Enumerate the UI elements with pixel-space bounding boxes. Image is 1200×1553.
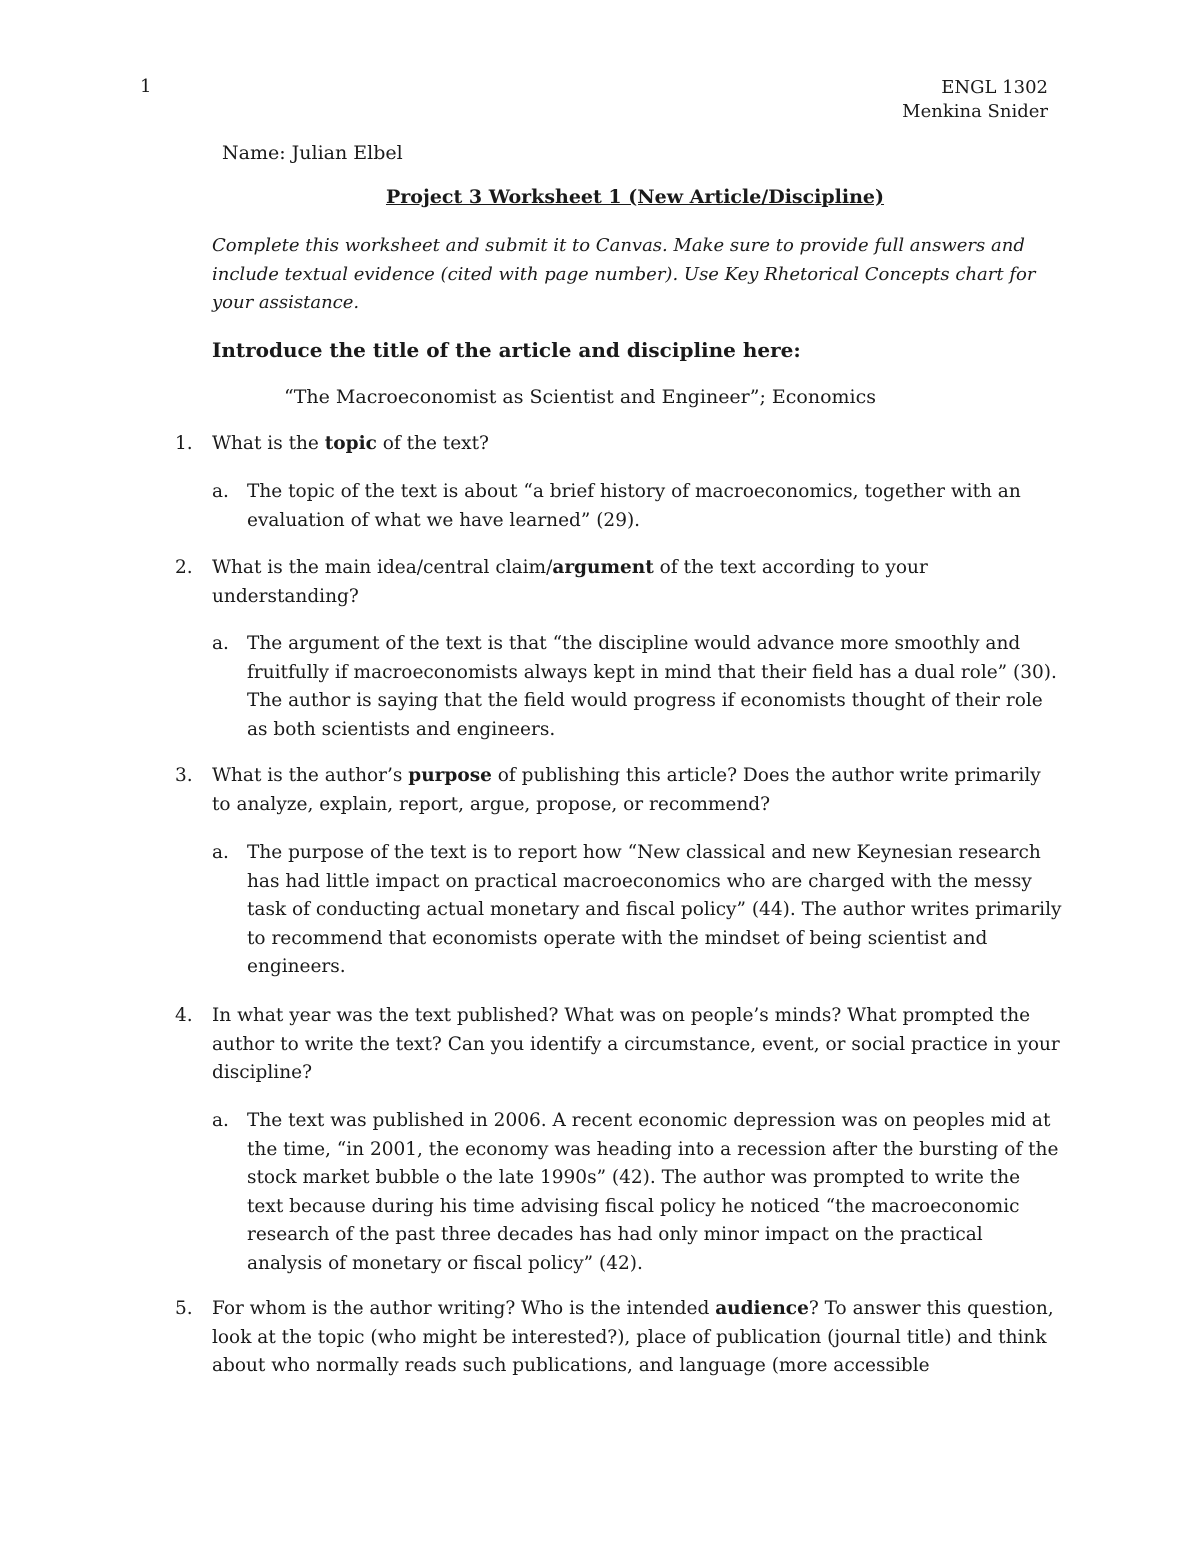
course-code: ENGL 1302 xyxy=(941,77,1048,98)
question-text: What is the author’s xyxy=(212,765,409,786)
question-keyword: purpose xyxy=(408,765,492,786)
question-number: 4. xyxy=(175,1005,193,1026)
question-keyword: topic xyxy=(324,433,377,454)
answer-2: The argument of the text is that “the discipline would advance more smoothly and fruitfully if macroeconomists always kept in mind that their field has a dual role” (30). The author is saying that the field would progress if economists thought of their role as both scientists and engineers. xyxy=(247,633,1057,740)
worksheet-title: Project 3 Worksheet 1 (New Article/Discipline) xyxy=(385,186,885,208)
running-header xyxy=(902,76,1048,124)
question-text: What is the xyxy=(212,433,325,454)
page-number: 1 xyxy=(140,76,152,97)
question-number: 2. xyxy=(175,557,193,578)
student-name: Name: Julian Elbel xyxy=(222,142,403,164)
answer-letter: a. xyxy=(212,481,229,502)
intro-heading: Introduce the title of the article and discipline here: xyxy=(212,338,801,362)
article-title-discipline: “The Macroeconomist as Scientist and Engineer”; Economics xyxy=(284,386,877,408)
question-text: ? To answer this question, look at the topic (who might be interested?), place of publication (journal title) and think about who normally reads such publications, and language (more accessible xyxy=(212,1298,1054,1376)
question-text: For whom is the author writing? Who is the intended xyxy=(212,1298,716,1319)
answer-letter: a. xyxy=(212,1110,229,1131)
question-2 xyxy=(212,554,1062,611)
question-keyword: argument xyxy=(552,557,654,578)
question-keyword: audience xyxy=(715,1298,809,1319)
instructor-name: Menkina Snider xyxy=(902,101,1048,122)
question-1 xyxy=(212,430,1062,459)
answer-letter: a. xyxy=(212,633,229,654)
question-text: In what year was the text published? What was on people’s minds? What prompted the author to write the text? Can you identify a circumstance, event, or social practice in your discipline? xyxy=(212,1005,1060,1083)
question-text: of publishing this article? Does the author write primarily to analyze, explain, report, argue, propose, or recommend? xyxy=(212,765,1041,815)
question-3 xyxy=(212,762,1062,819)
question-text: of the text according to your understanding? xyxy=(212,557,928,607)
answer-3: The purpose of the text is to report how “New classical and new Keynesian research has had little impact on practical macroeconomics who are charged with the messy task of conducting actual monetary and fiscal policy” (44). The author writes primarily to recommend that economists operate with the mindset of being scientist and engineers. xyxy=(247,842,1062,977)
answer-1: The topic of the text is about “a brief history of macroeconomics, together with an evaluation of what we have learned” (29). xyxy=(247,481,1021,531)
question-5 xyxy=(212,1295,1062,1381)
question-number: 5. xyxy=(175,1298,193,1319)
question-number: 3. xyxy=(175,765,193,786)
question-text: of the text? xyxy=(376,433,489,454)
question-4 xyxy=(212,1002,1062,1088)
answer-letter: a. xyxy=(212,842,229,863)
answer-4: The text was published in 2006. A recent economic depression was on peoples mid at the time, “in 2001, the economy was heading into a recession after the bursting of the stock market bubble o the late 1990s” (42). The author was prompted to write the text because during his time advising fiscal policy he noticed “the macroeconomic research of the past three decades has had only minor impact on the practical analysis of monetary or fiscal policy” (42). xyxy=(247,1110,1059,1274)
instructions-paragraph: Complete this worksheet and submit it to Canvas. Make sure to provide full answers and include textual evidence (cited with page number). Use Key Rhetorical Concepts chart for your assistance. xyxy=(212,235,1036,313)
question-text: What is the main idea/central claim/ xyxy=(212,557,553,578)
question-number: 1. xyxy=(175,433,193,454)
